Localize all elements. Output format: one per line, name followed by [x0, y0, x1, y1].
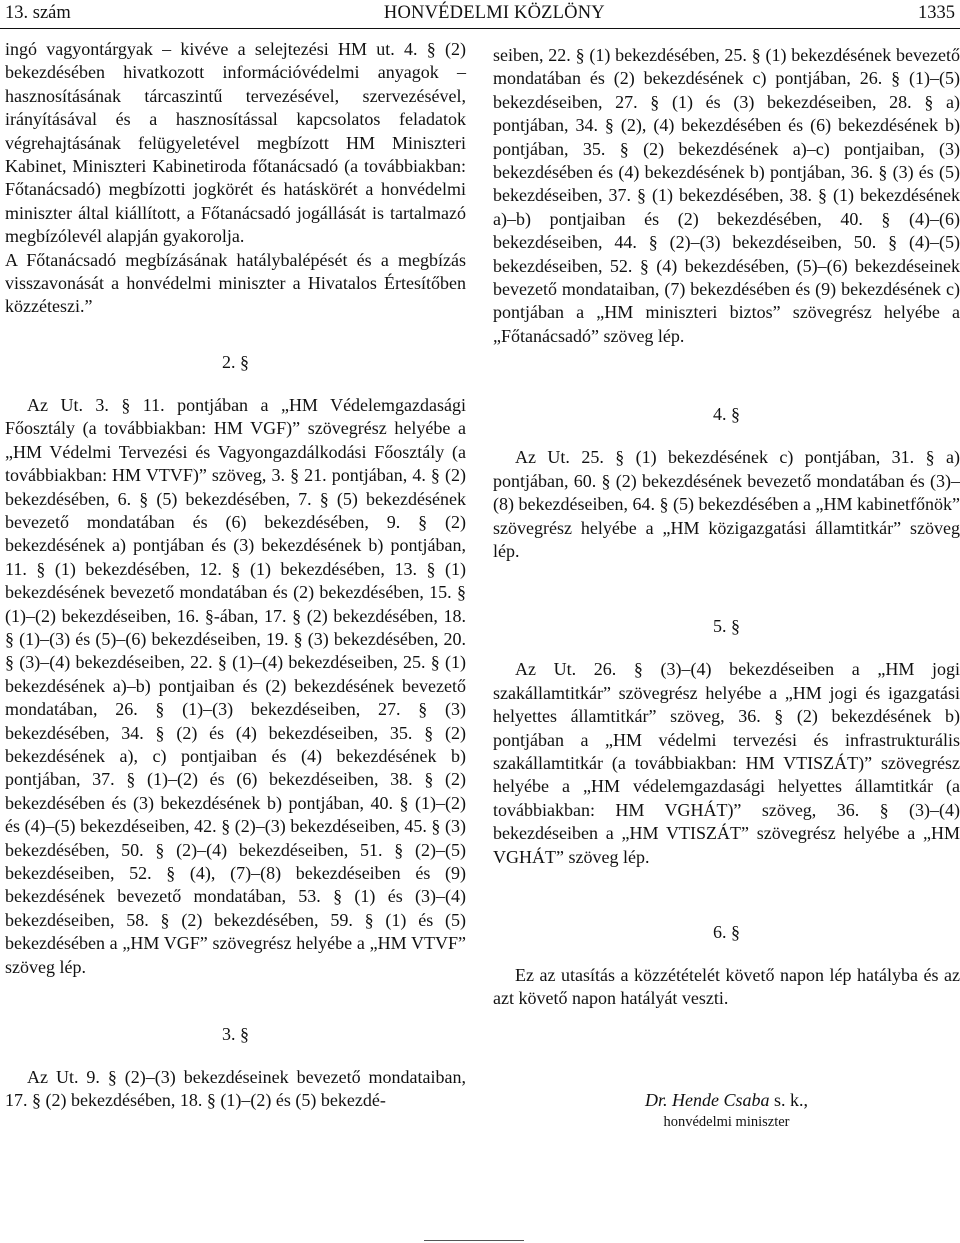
issue-number: 13. szám [5, 2, 71, 23]
intro-paragraph: ingó vagyontárgyak – kivéve a selejtezési HM ut. 4. § (2) bekezdésében hivatkozott információvédelmi anyagok – hasznosításának tárcaszintű tervezésével, szervezésével, irányításával és a hasznosítással kapcsolatos feladatok végrehajtásának felügyeletével megbízott HM Miniszteri Kabinet, Miniszteri Kabinetiroda főtanácsadó (a továbbiakban: Főtanácsadó) megbízotti jogkörét és hatáskörét a honvédelmi miniszter által kiállított, a Főtanácsadó jogállását is tartalmazó megbízólevél alapján gyakorolja. [5, 39, 466, 247]
header-rule [0, 28, 960, 29]
page-header [5, 0, 955, 26]
section-3-heading: 3. § [222, 1024, 249, 1045]
section-3-text: Az Ut. 9. § (2)–(3) bekezdéseinek bevezető mondataiban, 17. § (2) bekezdésében, 18. § (1)–(2) és (5) bekezdé- [5, 1067, 466, 1111]
continued-paragraph: seiben, 22. § (1) bekezdésében, 25. § (1) bekezdésének bevezető mondatában és (2) bekezdésének c) pontjában, 26. § (1)–(5) bekezdéseiben, 27. § (1) és (3) bekezdéseiben, 28. § a) pontjában, 34. § (2), (4) bekezdésében és (6) bekezdésének b) pontjában, 35. § (2) bekezdésének a)–c) pontjaiban, (3) bekezdésében és (4) bekezdésének b) pontjában, 36. § (3) és (5) bekezdéseiben, 37. § (1) bekezdésében, 38. § (1) bekezdésének a)–b) pontjaiban és (2) bekezdésében, 40. § (4)–(6) bekezdéseiben, 44. § (2)–(3) bekezdéseiben, 50. § (4)–(5) bekezdéseiben, 52. § (4) bekezdésében, (5)–(6) bekezdéseinek bevezető mondataiban, (7) bekezdésében és (9) bekezdésének c) pontjában a „HM miniszteri biztos” szövegrész helyébe a „Főtanácsadó” szöveg lép. [493, 45, 960, 346]
signatory-role: honvédelmi miniszter [663, 1113, 790, 1130]
section-4-heading: 4. § [713, 404, 740, 425]
section-2-text: Az Ut. 3. § 11. pontjában a „HM Védelemgazdasági Főosztály (a továbbiakban: HM VGF)” szövegrész helyébe a „HM Védelmi Tervezési és Vagyongazdálkodási Főosztály (a továbbiakban: HM VTVF)” szöveg, 3. § 21. pontjában, 4. § (2) bekezdésében, 6. § (5) bekezdésében, 7. § (5) bekezdésének bevezető mondatában és (6) bekezdésében, 9. § (2) bekezdésének a) pontjában és (3) bekezdésének b) pontjában, 11. § (1) bekezdésében, 12. § (1) bekezdésében, 13. § (1) bekezdésének bevezető mondatában és (2) bekezdésében, 15. § (1)–(2) bekezdéseiben, 16. §-ában, 17. § (2) bekezdésében, 18. § (1)–(3) és (5)–(6) bekezdéseiben, 19. § (3) bekezdésében, 20. § (3)–(4) bekezdéseiben, 22. § (1)–(4) bekezdéseiben, 25. § (1) bekezdésének a)–b) pontjaiban és (2) bekezdésének bevezető mondatában, 26. § (1)–(3) bekezdéseiben, 27. § (3) bekezdésében, 34. § (2) és (4) bekezdéseiben, 35. § (2) bekezdésének a), c) pontjaiban és (4) bekezdésének b) pontjában, 37. § (1)–(2) és (6) bekezdéseiben, 38. § (2) bekezdésében és (3) bekezdésének b) pontjában, 40. § (1)–(2) és (4)–(5) bekezdéseiben, 42. § (2)–(3) bekezdéseiben, 45. § (3) bekezdésében, 50. § (2)–(4) bekezdéseiben, 51. § (2)–(5) bekezdéseiben, 52. § (4), (7)–(8) bekezdéseiben és (9) bekezdésének bevezető mondatában, 53. § (1) és (3)–(4) bekezdéseiben, 58. § (2) bekezdésében, 59. § (1) és (5) bekezdésében a „HM VGF” szövegrész helyébe a „HM VTVF” szöveg lép. [5, 394, 466, 977]
signature-block [493, 1089, 960, 1132]
section-2-heading: 2. § [222, 351, 249, 372]
section-6-text: Ez az utasítás a közzétételét követő napon lép hatályba és az azt követő napon hatályát veszti. [493, 964, 960, 1009]
section-4-text: Az Ut. 25. § (1) bekezdésének c) pontjában, 31. § a) pontjában, 60. § (2) bekezdésének bevezető mondatában és (3)–(8) bekezdéseiben, 64. § (5) bekezdésében a „HM kabinetfőnök” szövegrész helyébe a „HM közigazgatási államtitkár” szöveg lép. [493, 447, 960, 561]
signatory-suffix: s. k., [769, 1089, 808, 1110]
page-number: 1335 [918, 2, 955, 23]
intro-paragraph-2: A Főtanácsadó megbízásának hatálybalépését és a megbízás visszavonását a honvédelmi miniszter a Hivatalos Értesítőben közzéteszi.” [5, 249, 466, 317]
section-5-heading: 5. § [713, 616, 740, 637]
signatory-name [493, 1089, 960, 1112]
right-column [493, 44, 960, 1132]
section-6-heading: 6. § [713, 921, 740, 942]
journal-title: HONVÉDELMI KÖZLÖNY [383, 2, 605, 23]
section-5-text: Az Ut. 26. § (3)–(4) bekezdéseiben a „HM jogi szakállamtitkár” szövegrész helyébe a „HM jogi és igazgatási helyettes államtitkár” szöveg, 36. § (2) bekezdésének b) pontjában a „HM védelmi tervezési és infrastrukturális szakállamtitkár (a továbbiakban: HM VTISZÁT)” szövegrész helyébe a „HM védelemgazdasági helyettes államtitkár (a továbbiakban: HM VGHÁT)” szöveg, 36. § (3)–(4) bekezdéseiben a „HM VTISZÁT” szövegrész helyébe a „HM VGHÁT” szöveg lép. [493, 659, 960, 867]
signatory-name-italic: Dr. Hende Csaba [644, 1089, 770, 1110]
footer-divider [424, 1240, 524, 1241]
left-column [5, 38, 466, 1113]
